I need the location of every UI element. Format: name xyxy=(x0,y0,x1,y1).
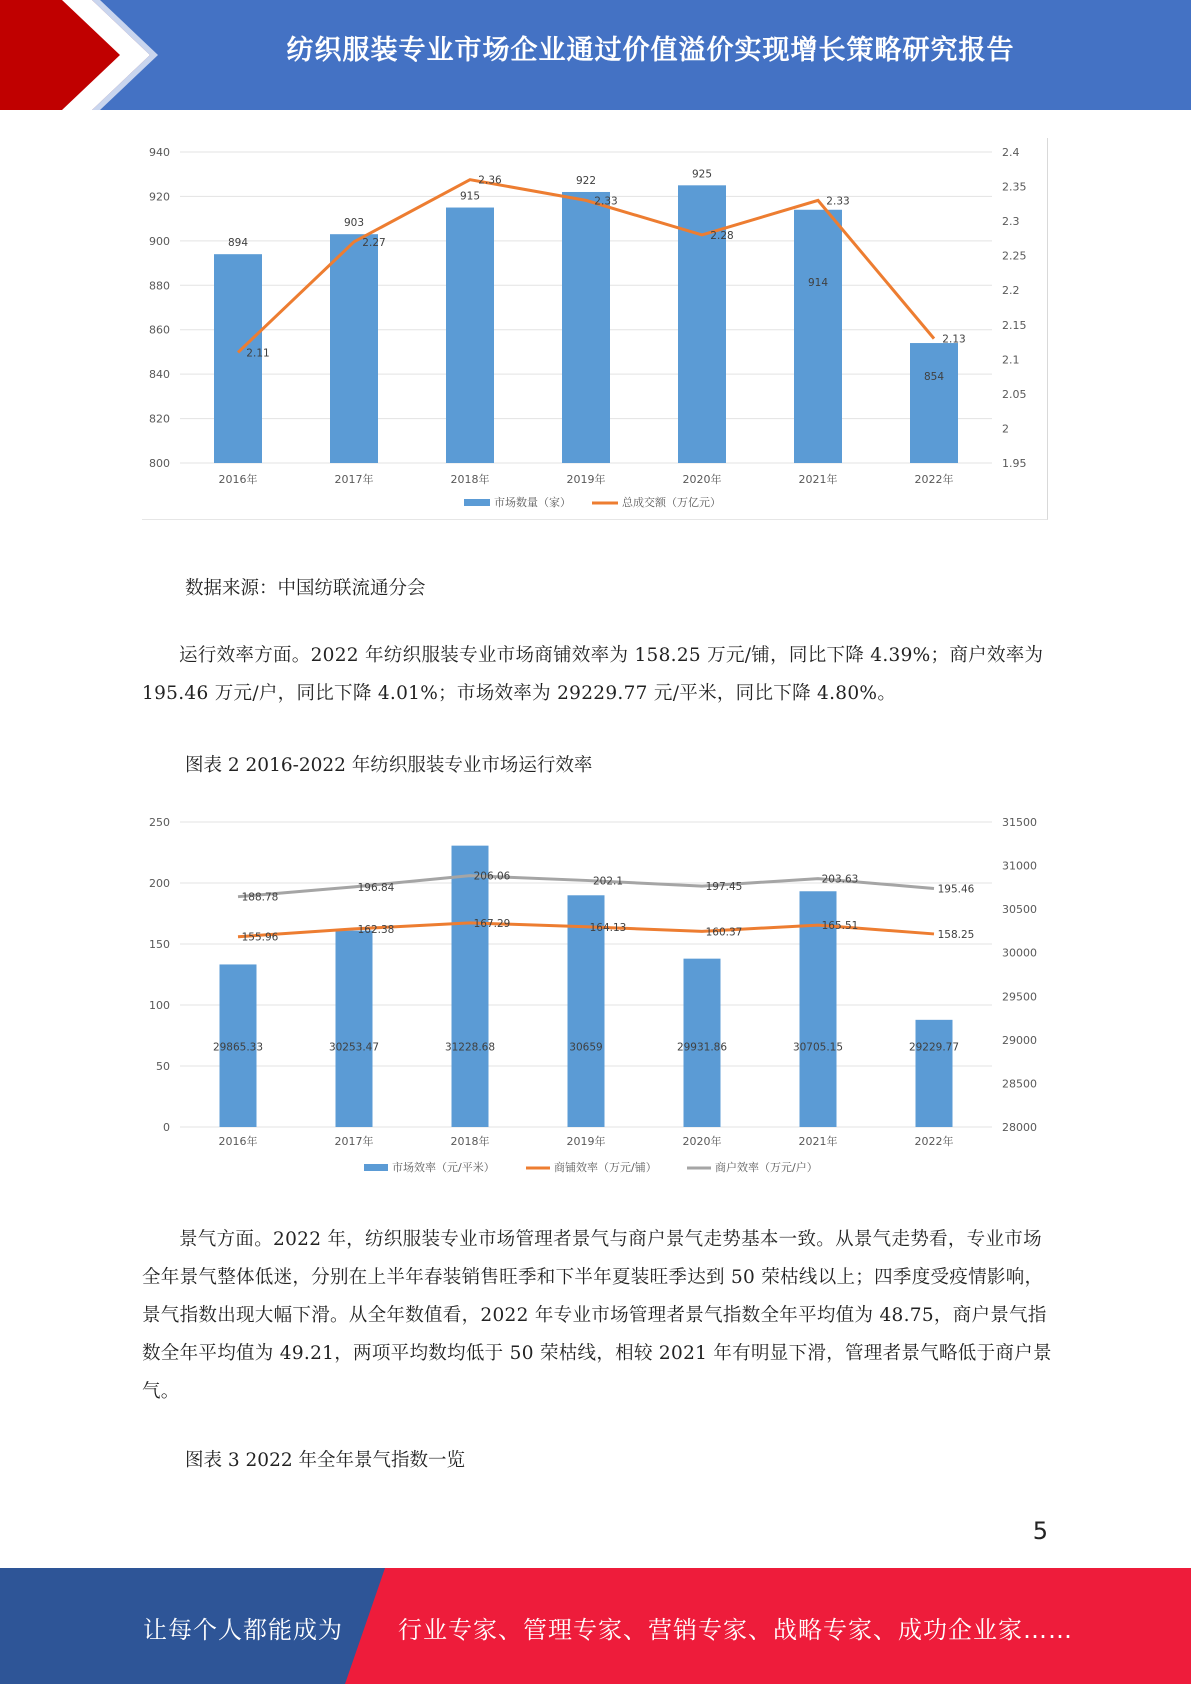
line-data-label: 155.96 xyxy=(241,931,279,944)
bar xyxy=(336,931,373,1127)
legend-label: 总成交额（万亿元） xyxy=(622,496,721,509)
bar-data-label: 30253.47 xyxy=(328,1041,380,1054)
page-header xyxy=(0,0,1191,110)
y-left-tick-label: 50 xyxy=(156,1060,170,1073)
x-tick-label: 2016年 xyxy=(218,1135,258,1148)
bar xyxy=(452,846,489,1127)
y-left-tick-label: 920 xyxy=(149,190,170,204)
efficiency-chart xyxy=(142,805,1052,1180)
bar-data-label: 30705.15 xyxy=(792,1041,844,1054)
line-data-label: 206.06 xyxy=(473,870,511,883)
y-right-tick-label: 31500 xyxy=(1002,816,1037,829)
sentiment-paragraph: 景气方面。2022 年，纺织服装专业市场管理者景气与商户景气走势基本一致。从景气走势看，专业市场全年景气整体低迷，分别在上半年春装销售旺季和下半年夏装旺季达到 50 荣枯线以上；四季度受疫情影响，景气指数出现大幅下滑。从全年数值看，2022 年专业市场管理者景气指数全年平均值为 48.75，商户景气指数全年平均值为 49.21，两项平均数均低于 50 荣枯线，相较 2021 年有明显下滑，管理者景气略低于商户景气。 xyxy=(142,1229,1052,1402)
line-data-label: 2.11 xyxy=(246,347,270,360)
line-data-label: 164.13 xyxy=(589,921,627,934)
line-data-label: 2.33 xyxy=(826,195,850,208)
x-tick-label: 2020年 xyxy=(682,473,722,486)
line-data-label: 162.38 xyxy=(357,923,395,936)
y-right-tick-label: 2.1 xyxy=(1002,353,1020,367)
line-data-label: 167.29 xyxy=(473,917,511,930)
legend-swatch-bar xyxy=(364,1164,388,1171)
efficiency-chart-svg xyxy=(142,805,1052,1180)
bar-data-label: 915 xyxy=(459,190,481,203)
y-left-tick-label: 0 xyxy=(163,1121,170,1134)
footer-slogan-left: 让每个人都能成为 xyxy=(143,1616,343,1644)
efficiency-paragraph: 运行效率方面。2022 年纺织服装专业市场商铺效率为 158.25 万元/铺，同比下降 4.39%；商户效率为 195.46 万元/户，同比下降 4.01%；市场效率为 29229.77 元/平米，同比下降 4.80%。 xyxy=(142,645,1044,704)
line-data-label: 2.33 xyxy=(594,195,618,208)
bar-data-label: 903 xyxy=(343,217,365,230)
line-data-label: 158.25 xyxy=(937,928,975,941)
bar-data-label: 922 xyxy=(575,174,597,187)
y-right-tick-label: 29000 xyxy=(1002,1033,1037,1047)
source-note: 数据来源：中国纺联流通分会 xyxy=(185,578,426,599)
y-left-tick-label: 860 xyxy=(149,323,170,337)
x-tick-label: 2018年 xyxy=(450,1135,490,1148)
bar-data-label: 30659 xyxy=(569,1041,603,1054)
y-right-tick-label: 2.4 xyxy=(1002,146,1020,159)
y-right-tick-label: 2.3 xyxy=(1002,215,1020,229)
x-tick-label: 2021年 xyxy=(798,1135,838,1148)
bar-data-label: 925 xyxy=(691,168,713,181)
y-left-tick-label: 900 xyxy=(149,234,170,248)
bar-data-label: 29865.33 xyxy=(212,1041,264,1054)
y-left-tick-label: 150 xyxy=(149,938,170,951)
y-left-tick-label: 880 xyxy=(149,279,170,293)
line-data-label: 197.45 xyxy=(705,881,743,894)
legend-label: 市场效率（元/平米） xyxy=(392,1161,495,1174)
figure2-caption: 图表 2 2016-2022 年纺织服装专业市场运行效率 xyxy=(185,755,593,776)
line-data-label: 188.78 xyxy=(241,891,279,904)
line-data-label: 203.63 xyxy=(821,873,859,886)
page-number: 5 xyxy=(1032,1517,1048,1545)
x-tick-label: 2022年 xyxy=(914,1135,954,1148)
x-tick-label: 2019年 xyxy=(566,473,606,486)
y-right-tick-label: 2.05 xyxy=(1002,387,1027,401)
x-tick-label: 2019年 xyxy=(566,1135,606,1148)
line-data-label: 195.46 xyxy=(937,883,975,896)
line-data-label: 2.13 xyxy=(942,333,966,346)
y-right-tick-label: 2.25 xyxy=(1002,249,1027,263)
chart1-frame xyxy=(142,138,1048,520)
y-left-tick-label: 840 xyxy=(149,368,170,382)
bar-data-label: 29931.86 xyxy=(676,1041,728,1054)
y-left-tick-label: 800 xyxy=(149,457,170,470)
y-left-tick-label: 200 xyxy=(149,877,170,890)
line-data-label: 165.51 xyxy=(821,920,859,933)
bar-data-label: 914 xyxy=(807,276,829,289)
line-data-label: 196.84 xyxy=(357,881,395,894)
legend-label: 商铺效率（万元/铺） xyxy=(554,1161,657,1174)
report-title: 纺织服装专业市场企业通过价值溢价实现增长策略研究报告 xyxy=(286,35,1015,66)
x-tick-label: 2017年 xyxy=(334,473,374,486)
legend-label: 市场数量（家） xyxy=(494,496,571,509)
bar-data-label: 854 xyxy=(923,371,945,384)
y-right-tick-label: 2.35 xyxy=(1002,180,1027,194)
bar-data-label: 29229.77 xyxy=(908,1041,960,1054)
page-footer xyxy=(0,1568,1191,1684)
line-data-label: 2.28 xyxy=(710,229,734,242)
x-tick-label: 2018年 xyxy=(450,473,490,486)
bar-data-label: 31228.68 xyxy=(444,1041,496,1054)
y-right-tick-label: 28500 xyxy=(1002,1077,1037,1091)
bar xyxy=(916,1020,953,1127)
x-tick-label: 2021年 xyxy=(798,473,838,486)
y-right-tick-label: 31000 xyxy=(1002,859,1037,873)
x-tick-label: 2020年 xyxy=(682,1135,722,1148)
y-right-tick-label: 30500 xyxy=(1002,903,1037,917)
y-left-tick-label: 940 xyxy=(149,146,170,159)
figure3-caption: 图表 3 2022 年全年景气指数一览 xyxy=(185,1450,465,1471)
line-data-label: 2.27 xyxy=(362,236,386,249)
footer-slogan-right: 行业专家、管理专家、营销专家、战略专家、成功企业家…… xyxy=(398,1616,1073,1644)
y-right-tick-label: 1.95 xyxy=(1002,457,1027,470)
y-left-tick-label: 250 xyxy=(149,816,170,829)
y-right-tick-label: 29500 xyxy=(1002,990,1037,1004)
line-data-label: 160.37 xyxy=(705,926,743,939)
y-right-tick-label: 2 xyxy=(1002,422,1009,436)
y-right-tick-label: 2.15 xyxy=(1002,318,1027,332)
bar-data-label: 894 xyxy=(227,237,249,250)
legend-label: 商户效率（万元/户） xyxy=(715,1161,818,1174)
x-tick-label: 2022年 xyxy=(914,473,954,486)
x-tick-label: 2017年 xyxy=(334,1135,374,1148)
y-left-tick-label: 820 xyxy=(149,412,170,426)
y-right-tick-label: 28000 xyxy=(1002,1121,1037,1134)
line-data-label: 2.36 xyxy=(478,174,502,187)
line-data-label: 202.1 xyxy=(592,875,624,888)
x-tick-label: 2016年 xyxy=(218,473,258,486)
y-right-tick-label: 30000 xyxy=(1002,946,1037,960)
y-left-tick-label: 100 xyxy=(149,999,170,1012)
y-right-tick-label: 2.2 xyxy=(1002,284,1020,298)
